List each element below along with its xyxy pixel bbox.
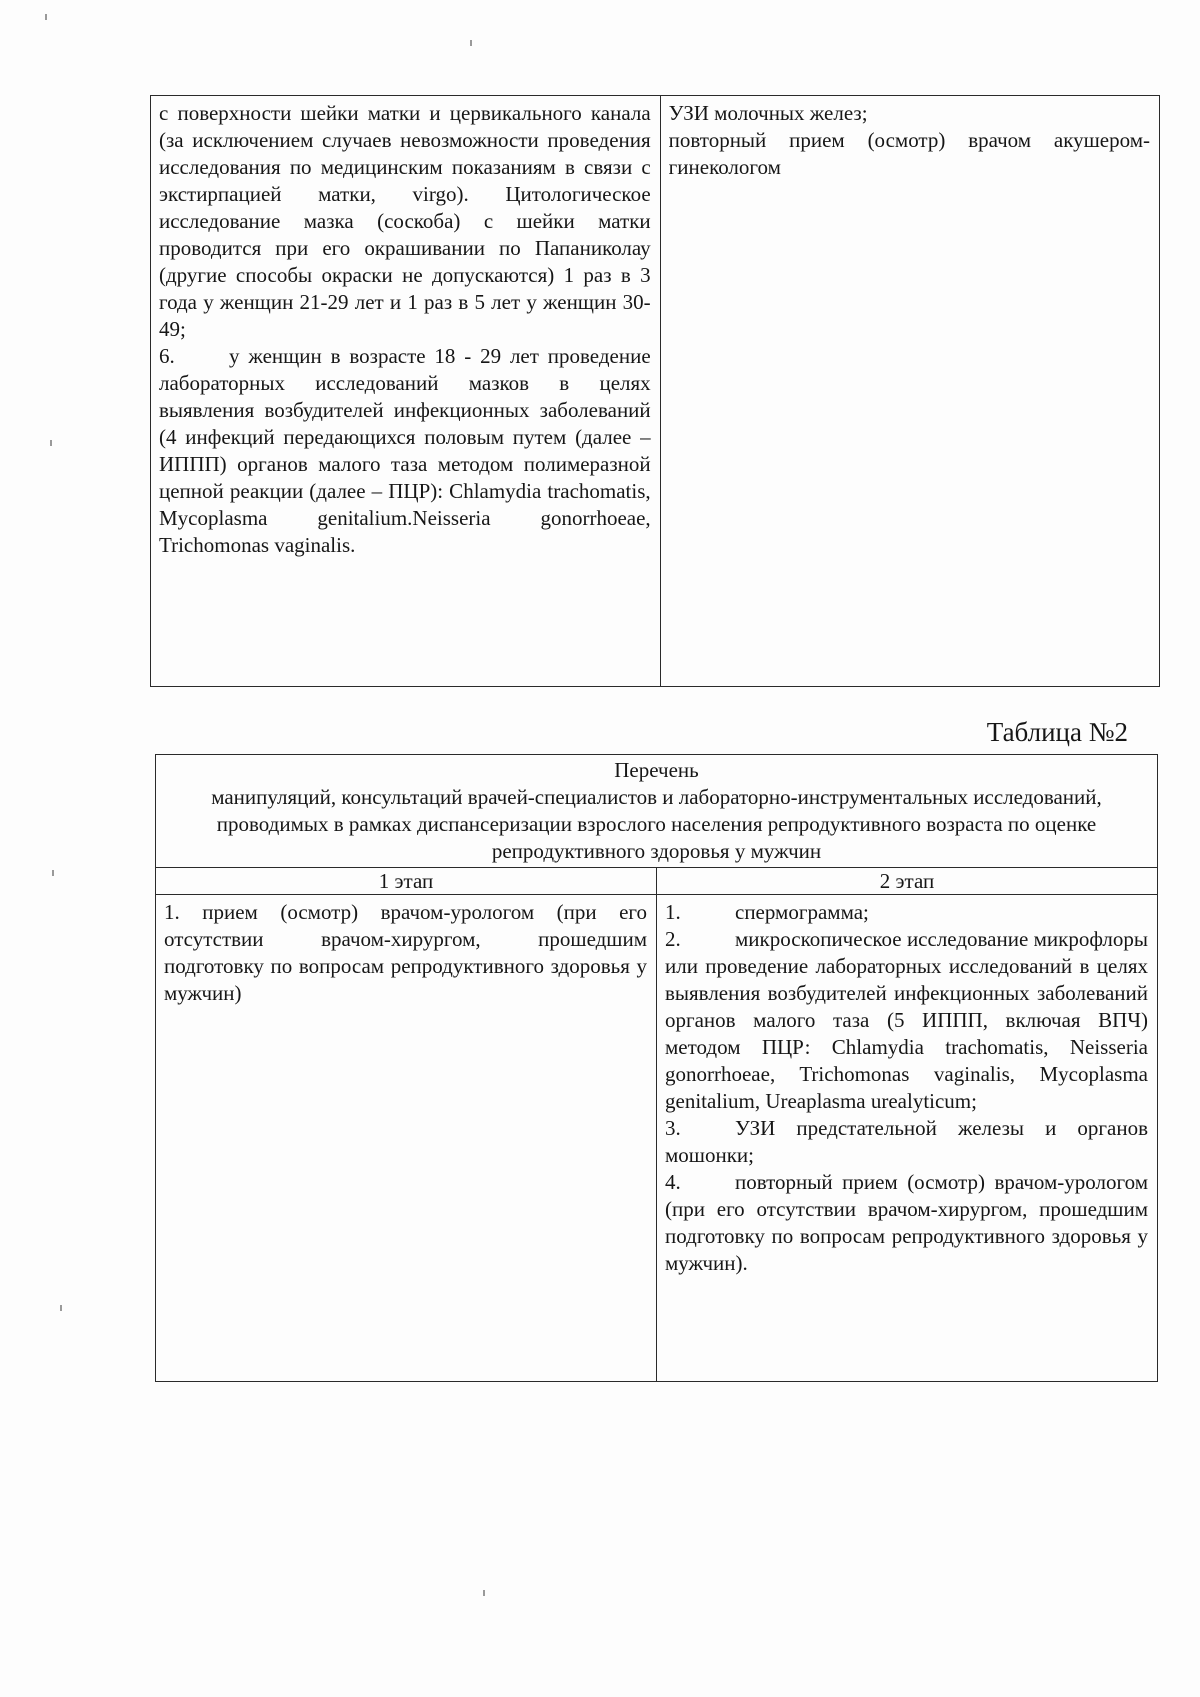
stage-1-item: 1. прием (осмотр) врачом-урологом (при его отсутствии врачом-хирургом, прошедшим подготовку по вопросам репродуктивного здоровья у мужчин) xyxy=(164,900,647,1005)
item-number: 1. xyxy=(665,900,681,924)
scan-artifact xyxy=(470,40,472,46)
item-text: спермограмма; xyxy=(735,900,869,924)
stage-2-item-3 xyxy=(665,1115,1148,1169)
item-number: 6. xyxy=(159,344,175,368)
table-2-caption: Таблица №2 xyxy=(986,717,1128,747)
scan-artifact xyxy=(483,1590,485,1596)
stage-2-item-2 xyxy=(665,926,1148,1115)
table-2-header xyxy=(156,755,1158,868)
stage-2-item-1 xyxy=(665,899,1148,926)
ultrasound-line: УЗИ молочных желез; xyxy=(668,101,868,125)
scan-artifact xyxy=(50,440,52,446)
item-text: повторный прием (осмотр) врачом-урологом (при его отсутствии врачом-хирургом, прошедшим подготовку по вопросам репродуктивного здоровья у мужчин). xyxy=(665,1170,1148,1275)
stage-1-header: 1 этап xyxy=(156,868,657,895)
table-row xyxy=(151,96,1160,687)
item-number: 2. xyxy=(665,927,681,951)
table-row xyxy=(156,895,1158,1382)
item-text: микроскопическое исследование микрофлоры или проведение лабораторных исследований в целях выявления возбудителей инфекционных заболеваний органов малого таза (5 ИППП, включая ВПЧ) методом ПЦР: Chlamydia trachomatis, Neisseria gonorrhoeae, Trichomonas vaginalis, Mycoplasma genitalium, Ureaplasma urealyticum; xyxy=(665,927,1148,1113)
stage-2-cell xyxy=(657,895,1158,1382)
scan-artifact xyxy=(60,1305,62,1311)
table-1-left-cell xyxy=(151,96,661,687)
stage-1-cell xyxy=(156,895,657,1382)
table-row xyxy=(156,868,1158,895)
stage-2-item-4 xyxy=(665,1169,1148,1277)
scan-artifact xyxy=(45,14,47,20)
stage-2-header: 2 этап xyxy=(657,868,1158,895)
table-1-continuation xyxy=(150,95,1160,687)
item-text: у женщин в возрасте 18 - 29 лет проведение лабораторных исследований мазков в целях выявления возбудителей инфекционных заболеваний (4 инфекций передающихся половым путем (далее – ИППП) органов малого таза методом полимеразной цепной реакции (далее – ПЦР): Chlamydia trachomatis, Mycoplasma genitalium.Neisseria gonorrhoeae, Trichomonas vaginalis. xyxy=(159,344,651,557)
item-number: 3. xyxy=(665,1116,681,1140)
item-text: УЗИ предстательной железы и органов мошонки; xyxy=(665,1116,1148,1167)
scan-artifact xyxy=(52,870,54,876)
repeat-visit-line: повторный прием (осмотр) врачом акушером-гинекологом xyxy=(668,128,1150,179)
table-1-right-cell xyxy=(660,96,1159,687)
table-row xyxy=(156,755,1158,868)
table-2 xyxy=(155,754,1158,1382)
item-6-paragraph xyxy=(159,343,651,559)
header-title: Перечень xyxy=(614,758,699,782)
cytology-paragraph: с поверхности шейки матки и цервикального канала (за исключением случаев невозможности проведения исследования по медицинским показаниям в связи с экстирпацией матки, virgo). Цитологическое исследование мазка (соскоба) с шейки матки проводится при его окрашивании по Папаниколау (другие способы окраски не допускаются) 1 раз в 3 года у женщин 21-29 лет и 1 раз в 5 лет у женщин 30-49; xyxy=(159,101,651,341)
header-text: манипуляций, консультаций врачей-специалистов и лабораторно-инструментальных исследований, проводимых в рамках диспансеризации взрослого населения репродуктивного возраста по оценке репродуктивного здоровья у мужчин xyxy=(211,785,1102,863)
item-number: 4. xyxy=(665,1170,681,1194)
